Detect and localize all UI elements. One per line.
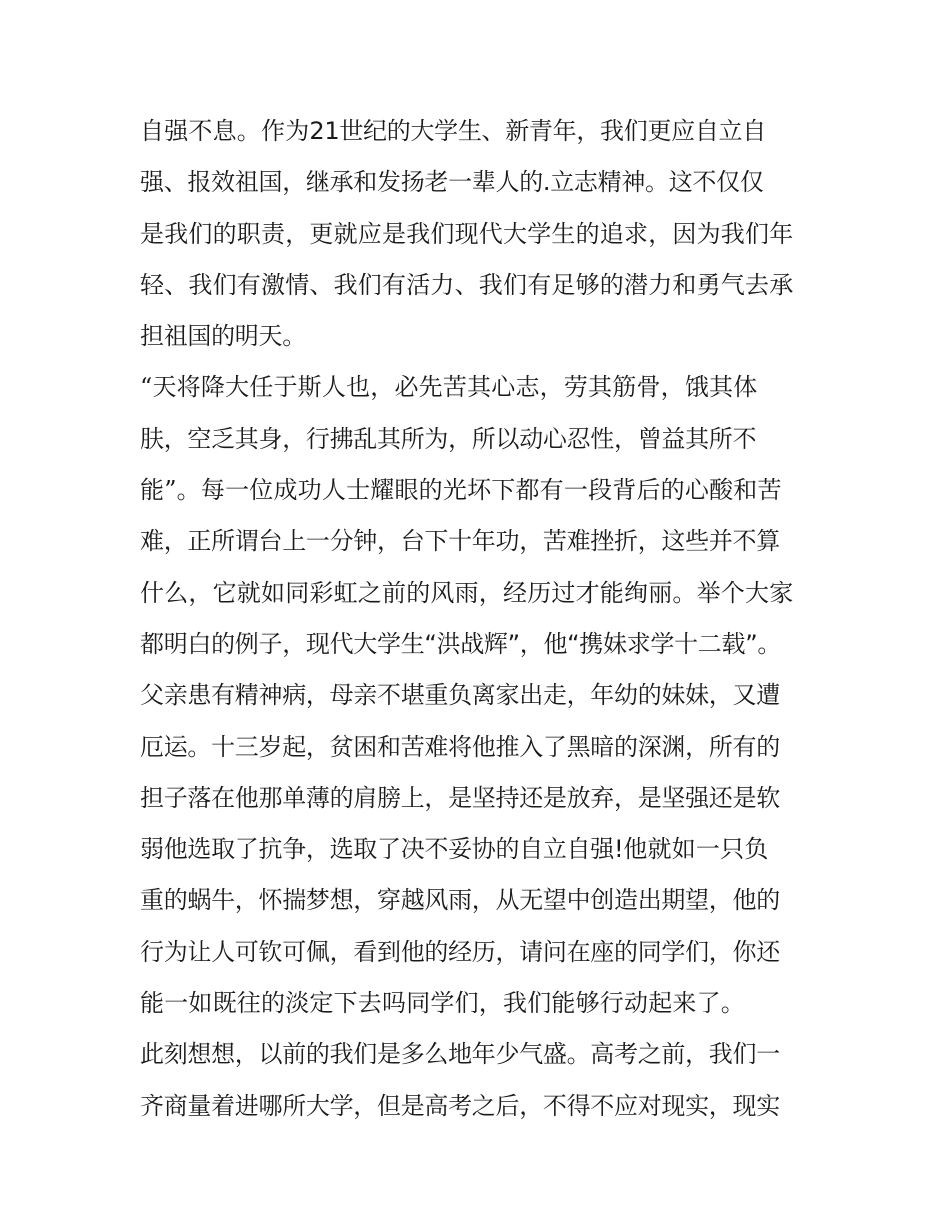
- text-line: [140, 362, 820, 413]
- text-line: [140, 106, 820, 157]
- text-line: [140, 209, 820, 260]
- text-run: 父亲患有精神病，母亲不堪重负离家出走，年幼的妹妹，又遭: [140, 681, 780, 710]
- text-line: [140, 1081, 820, 1132]
- text-line: [140, 773, 820, 824]
- text-line: [140, 568, 820, 619]
- text-run: 强、报效祖国，继承和发扬老一辈人的.立志精神。这不仅仅: [140, 168, 764, 197]
- text-line: [140, 927, 820, 978]
- text-run: 弱他选取了抗争，选取了决不妥协的自立自强!: [140, 835, 624, 864]
- text-run: 重的蜗牛，怀揣梦想，穿越风雨，从无望中创造出期望，他的: [140, 886, 780, 915]
- text-run: “天将降大任于斯人也，必先苦其心志，劳其筋骨，饿其体: [140, 373, 758, 402]
- text-run: 肤，空乏其身，行拂乱其所为，所以动心忍性，曾益其所不: [140, 424, 757, 453]
- text-run: 是我们的职责，更就应是我们现代大学生的追求，因为我们年: [140, 219, 794, 248]
- text-run: 难，正所谓台上一分钟，台下十年功，苦难挫折，这些并不算: [140, 527, 780, 556]
- text-run: 轻、我们有激情、我们有活力、我们有足够的潜力和勇气去承: [140, 270, 794, 299]
- text-line: [140, 978, 820, 1029]
- text-line: [140, 465, 820, 516]
- text-run: 担子落在他那单薄的肩膀上，是坚持还是放弃，是坚强还是软: [140, 783, 780, 812]
- body-text: [140, 106, 820, 1132]
- text-run: 此刻想想，以前的我们是多么地年少气盛。高考之前，我们一: [140, 1040, 780, 1069]
- text-line: [140, 516, 820, 567]
- text-line: [140, 414, 820, 465]
- text-run: 齐商量着进哪所大学，但是高考之后，不得不应对现实，现实: [140, 1091, 780, 1120]
- text-line: [140, 722, 820, 773]
- text-run: 担祖国的明天。: [140, 322, 306, 351]
- text-line: [140, 619, 820, 670]
- text-line: [140, 311, 820, 362]
- text-run: 自强不息。作为: [140, 117, 310, 145]
- text-line: [140, 157, 820, 208]
- text-line: [140, 670, 820, 721]
- text-line: [140, 875, 820, 926]
- text-line: [140, 260, 820, 311]
- text-run: 能一如既往的淡定下去吗同学们，我们能够行动起来了。: [140, 989, 745, 1018]
- text-run: 都明白的例子，现代大学生“洪战辉”，他“携妹求学十二载”。: [140, 629, 782, 658]
- text-run: 他就如一只负: [623, 835, 769, 864]
- text-run: 厄运。十三岁起，贫困和苦难将他推入了黑暗的深渊，所有的: [140, 732, 780, 761]
- text-run: 行为让人可钦可佩，看到他的经历，请问在座的同学们，你还: [140, 937, 780, 966]
- text-line: [140, 824, 820, 875]
- text-run: 什么，它就如同彩虹之前的风雨，经历过才能绚丽。举个大家: [140, 578, 794, 607]
- text-run: 21世纪的大学生、新青年，我们更应自立自: [309, 117, 766, 145]
- text-line: [140, 1029, 820, 1080]
- text-run: 能”。每一位成功人士耀眼的光坏下都有一段背后的心酸和苦: [140, 476, 782, 505]
